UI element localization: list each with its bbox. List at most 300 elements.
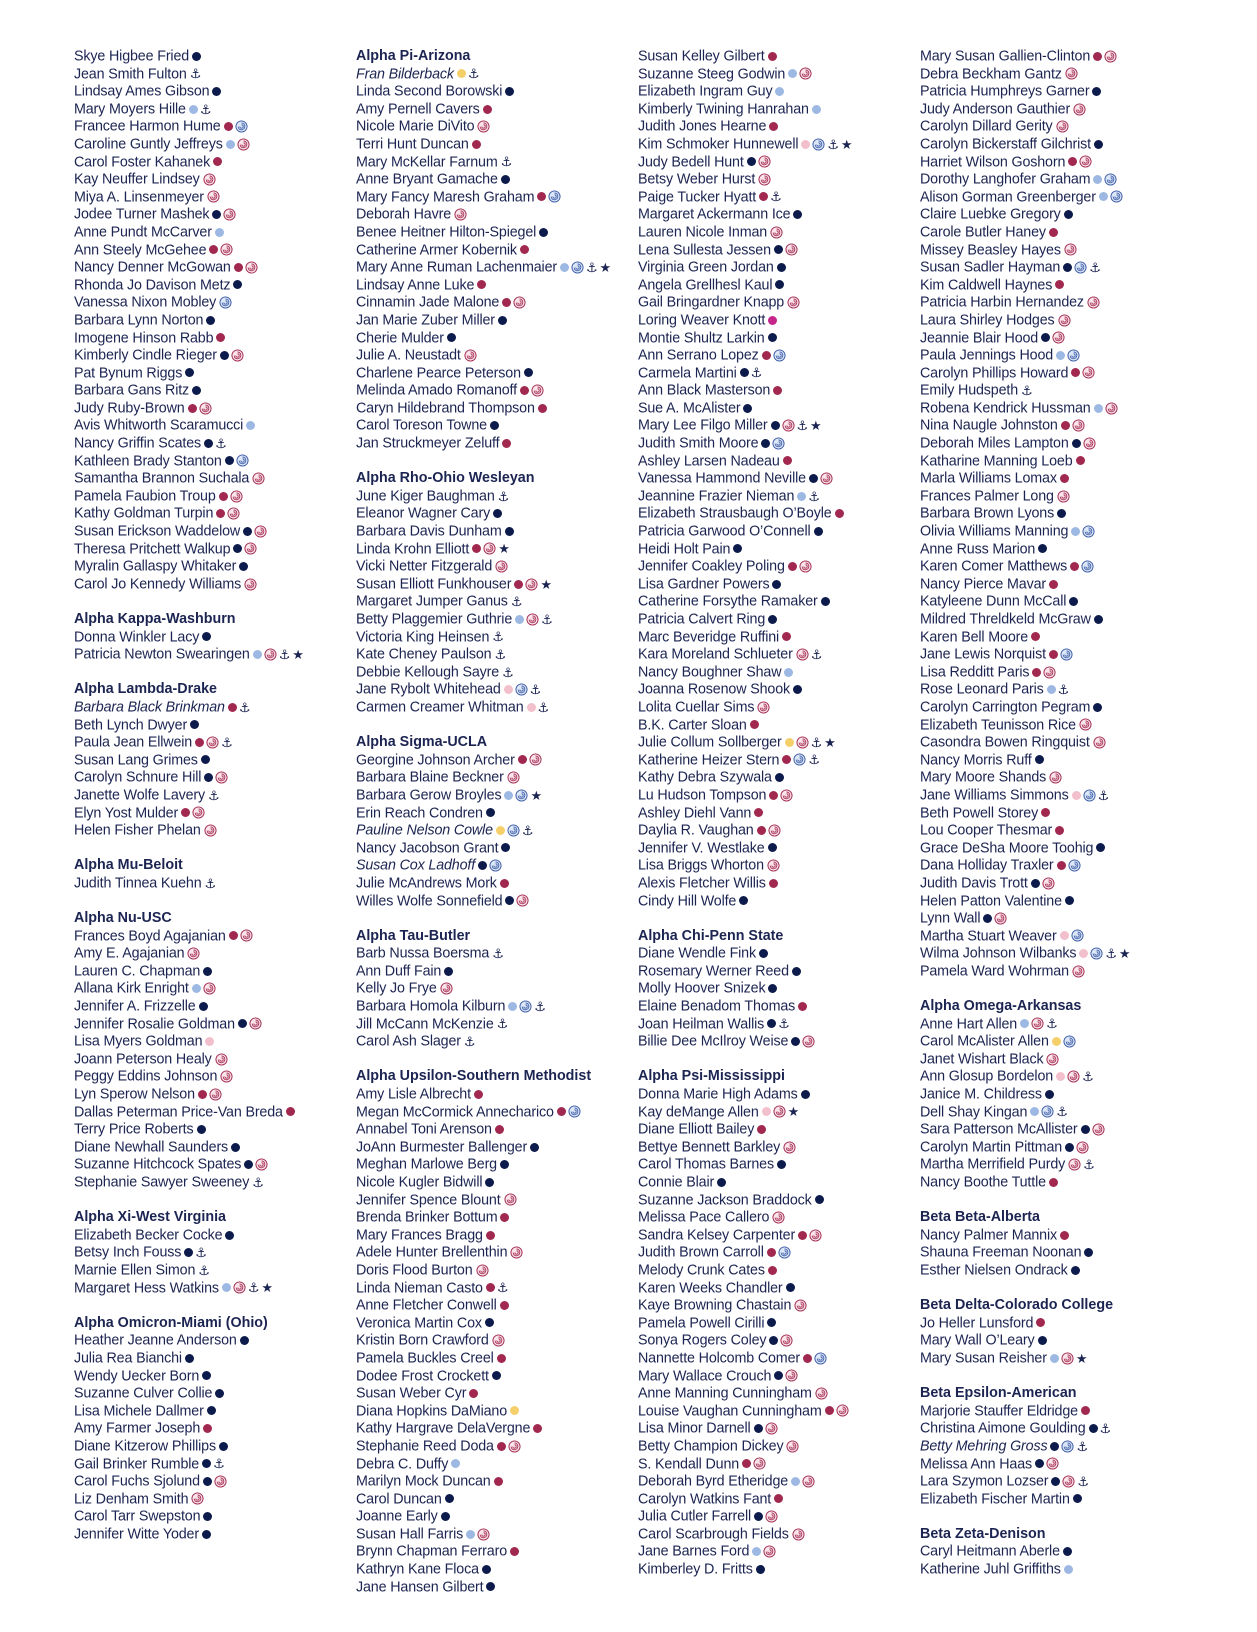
member-name: Jo Heller Lunsford bbox=[920, 1315, 1034, 1332]
blue-rose-icon bbox=[1074, 261, 1087, 274]
star-icon: ★ bbox=[530, 787, 542, 803]
member-markers bbox=[1031, 875, 1057, 893]
member-entry bbox=[920, 1315, 1192, 1333]
member-name: Linda Second Borowski bbox=[356, 83, 503, 100]
navy-dot-icon bbox=[743, 404, 752, 413]
member-entry bbox=[74, 382, 346, 400]
light-blue-dot-icon bbox=[222, 1283, 231, 1292]
member-name: Sandra Kelsey Carpenter bbox=[638, 1227, 796, 1244]
member-entry bbox=[638, 805, 910, 823]
pink-rose-icon bbox=[1056, 120, 1069, 133]
member-entry bbox=[74, 963, 346, 981]
navy-dot-icon bbox=[212, 87, 221, 96]
crimson-dot-icon bbox=[486, 1283, 495, 1292]
member-name: Shauna Freeman Noonan bbox=[920, 1244, 1082, 1261]
member-markers bbox=[515, 611, 555, 629]
anchor-icon: ⚓ bbox=[1076, 1438, 1088, 1454]
member-markers bbox=[204, 769, 230, 787]
crimson-dot-icon bbox=[533, 1424, 542, 1433]
pink-rose-icon bbox=[477, 1528, 490, 1541]
member-markers bbox=[768, 611, 779, 629]
pink-rose-icon bbox=[240, 929, 253, 942]
member-entry bbox=[638, 629, 910, 647]
member-entry bbox=[356, 593, 628, 611]
member-name: Carolyn Martin Pittman bbox=[920, 1139, 1063, 1156]
member-entry bbox=[74, 1174, 346, 1192]
member-entry bbox=[638, 576, 910, 594]
crimson-dot-icon bbox=[518, 755, 527, 764]
member-name: Elizabeth Fischer Martin bbox=[920, 1491, 1070, 1508]
member-entry bbox=[356, 259, 628, 277]
member-markers bbox=[786, 1280, 797, 1298]
member-name: Betsy Weber Hurst bbox=[638, 171, 756, 188]
member-markers bbox=[447, 330, 458, 348]
member-markers bbox=[767, 1016, 792, 1034]
member-entry bbox=[638, 787, 910, 805]
member-entry bbox=[356, 875, 628, 893]
navy-dot-icon bbox=[202, 632, 211, 641]
pink-rose-icon bbox=[815, 1387, 828, 1400]
anchor-icon: ⚓ bbox=[467, 66, 480, 82]
pink-rose-icon bbox=[230, 490, 243, 503]
member-entry bbox=[356, 523, 628, 541]
member-entry bbox=[356, 840, 628, 858]
blue-rose-icon bbox=[1110, 190, 1123, 203]
member-markers bbox=[539, 224, 550, 242]
member-entry bbox=[920, 189, 1192, 207]
member-entry bbox=[356, 857, 628, 875]
member-entry bbox=[920, 1139, 1192, 1157]
crimson-dot-icon bbox=[1060, 474, 1069, 483]
member-entry bbox=[356, 1473, 628, 1491]
member-name: Kim Schmoker Hunnewell bbox=[638, 136, 799, 153]
member-markers bbox=[1060, 928, 1086, 946]
member-markers bbox=[228, 699, 253, 717]
member-markers bbox=[1047, 681, 1072, 699]
member-name: Carol Thomas Barnes bbox=[638, 1156, 774, 1173]
member-name: Kristin Born Crawford bbox=[356, 1332, 489, 1349]
member-markers bbox=[207, 1403, 218, 1421]
member-markers bbox=[1093, 171, 1119, 189]
section-spacer bbox=[920, 1508, 1192, 1526]
navy-dot-icon bbox=[1041, 333, 1050, 342]
navy-dot-icon bbox=[490, 421, 499, 430]
member-entry bbox=[638, 1403, 910, 1421]
member-name: Frances Boyd Agajanian bbox=[74, 928, 226, 945]
member-markers bbox=[244, 1156, 270, 1174]
member-name: Elizabeth Becker Cocke bbox=[74, 1227, 223, 1244]
member-name: Jeannine Frazier Nieman bbox=[638, 488, 795, 505]
member-entry bbox=[74, 294, 346, 312]
member-name: Paula Jean Ellwein bbox=[74, 734, 193, 751]
navy-dot-icon bbox=[501, 175, 510, 184]
member-name: Pamela Faubion Troup bbox=[74, 488, 216, 505]
light-blue-dot-icon bbox=[1071, 527, 1080, 536]
crimson-dot-icon bbox=[1060, 1231, 1069, 1240]
crimson-dot-icon bbox=[767, 1248, 776, 1257]
member-entry bbox=[638, 488, 910, 506]
section-spacer bbox=[74, 593, 346, 611]
pink-dot-icon bbox=[801, 140, 810, 149]
member-name: Patricia Calvert Ring bbox=[638, 611, 766, 628]
member-markers bbox=[1055, 277, 1066, 295]
member-markers bbox=[1035, 752, 1046, 770]
anchor-icon: ⚓ bbox=[1046, 1016, 1058, 1032]
member-markers bbox=[1065, 893, 1076, 911]
member-name: Paula Jennings Hood bbox=[920, 347, 1054, 364]
member-markers bbox=[759, 945, 770, 963]
pink-rose-icon bbox=[191, 1492, 204, 1505]
member-name: Willes Wolfe Sonnefield bbox=[356, 893, 503, 910]
member-entry bbox=[920, 136, 1192, 154]
member-markers bbox=[477, 118, 492, 136]
member-markers bbox=[797, 488, 822, 506]
member-entry bbox=[638, 1508, 910, 1526]
member-name: Carolyn Phillips Howard bbox=[920, 365, 1069, 382]
member-entry bbox=[356, 1579, 628, 1597]
pink-rose-icon bbox=[799, 560, 812, 573]
star-icon: ★ bbox=[599, 259, 612, 275]
navy-dot-icon bbox=[1081, 1125, 1090, 1134]
chapter-heading: Alpha Lambda-Drake bbox=[74, 681, 218, 698]
pink-rose-icon bbox=[799, 67, 812, 80]
chapter-heading: Alpha Sigma-UCLA bbox=[356, 734, 488, 751]
member-entry bbox=[74, 277, 346, 295]
member-entry bbox=[920, 576, 1192, 594]
member-name: Mary Anne Ruman Lachenmaier bbox=[356, 259, 557, 276]
member-markers bbox=[777, 259, 788, 277]
member-markers bbox=[1056, 118, 1071, 136]
member-entry bbox=[638, 365, 910, 383]
member-name: Nancy Pierce Mavar bbox=[920, 576, 1047, 593]
pink-rose-icon bbox=[215, 1053, 228, 1066]
member-markers bbox=[494, 1473, 505, 1491]
navy-dot-icon bbox=[201, 755, 210, 764]
member-entry bbox=[356, 1491, 628, 1509]
member-name: Caryl Heitmann Aberle bbox=[920, 1544, 1060, 1561]
member-markers bbox=[538, 400, 549, 418]
crimson-dot-icon bbox=[1049, 580, 1058, 589]
member-entry bbox=[638, 1420, 910, 1438]
member-markers bbox=[508, 998, 548, 1016]
pink-rose-icon bbox=[525, 578, 538, 591]
member-markers bbox=[476, 1262, 491, 1280]
navy-dot-icon bbox=[815, 1195, 824, 1204]
member-markers bbox=[775, 83, 786, 101]
member-name: Joan Heilman Wallis bbox=[638, 1016, 765, 1033]
navy-dot-icon bbox=[505, 527, 514, 536]
member-markers bbox=[500, 1156, 511, 1174]
navy-dot-icon bbox=[203, 1512, 212, 1521]
navy-dot-icon bbox=[204, 773, 213, 782]
member-entry bbox=[356, 1297, 628, 1315]
member-entry bbox=[920, 118, 1192, 136]
member-entry bbox=[74, 101, 346, 119]
navy-dot-icon bbox=[185, 1354, 194, 1363]
member-markers bbox=[504, 681, 544, 699]
crimson-dot-icon bbox=[757, 826, 766, 835]
crimson-dot-icon bbox=[469, 1389, 478, 1398]
member-markers bbox=[187, 945, 202, 963]
member-name: Ann Black Masterson bbox=[638, 382, 771, 399]
member-entry bbox=[638, 1086, 910, 1104]
member-entry bbox=[638, 1315, 910, 1333]
navy-dot-icon bbox=[775, 773, 784, 782]
member-name: Carolyn Schnure Hill bbox=[74, 769, 202, 786]
member-markers bbox=[774, 1491, 785, 1509]
member-name: Julia Cutler Farrell bbox=[638, 1508, 751, 1525]
member-entry bbox=[920, 101, 1192, 119]
member-entry bbox=[638, 382, 910, 400]
member-entry bbox=[74, 1473, 346, 1491]
member-markers bbox=[219, 1438, 230, 1456]
blue-rose-icon bbox=[778, 1246, 791, 1259]
member-entry bbox=[920, 1332, 1192, 1350]
section-spacer bbox=[74, 840, 346, 858]
blue-rose-icon bbox=[507, 824, 520, 837]
member-name: Marc Beveridge Ruffini bbox=[638, 629, 780, 646]
navy-dot-icon bbox=[225, 1231, 234, 1240]
member-markers bbox=[1096, 840, 1107, 858]
member-name: Lisa Michele Dallmer bbox=[74, 1403, 204, 1420]
anchor-icon: ⚓ bbox=[198, 1262, 210, 1278]
member-markers bbox=[530, 1139, 541, 1157]
navy-dot-icon bbox=[447, 333, 456, 342]
light-blue-dot-icon bbox=[1030, 1107, 1039, 1116]
member-name: Barbara Davis Dunham bbox=[356, 523, 502, 540]
member-entry bbox=[638, 48, 910, 66]
member-entry bbox=[356, 66, 628, 84]
pink-rose-icon bbox=[220, 1070, 233, 1083]
member-entry bbox=[920, 1473, 1192, 1491]
chapter-heading: Alpha Omicron-Miami (Ohio) bbox=[74, 1314, 268, 1331]
gold-dot-icon bbox=[496, 826, 505, 835]
member-entry bbox=[74, 1280, 346, 1298]
member-markers bbox=[1049, 646, 1075, 664]
member-entry bbox=[920, 541, 1192, 559]
member-entry bbox=[74, 1526, 346, 1544]
pink-dot-icon bbox=[1079, 949, 1088, 958]
member-markers bbox=[203, 1473, 229, 1491]
member-entry bbox=[920, 593, 1192, 611]
light-blue-dot-icon bbox=[451, 1459, 460, 1468]
member-entry bbox=[920, 945, 1192, 963]
member-name: Melissa Ann Haas bbox=[920, 1456, 1033, 1473]
member-name: Patricia Newton Swearingen bbox=[74, 646, 250, 663]
member-entry bbox=[356, 189, 628, 207]
anchor-icon: ⚓ bbox=[463, 1033, 476, 1049]
navy-dot-icon bbox=[791, 1037, 800, 1046]
member-entry bbox=[920, 752, 1192, 770]
member-markers bbox=[768, 48, 779, 66]
navy-dot-icon bbox=[1094, 615, 1103, 624]
member-entry bbox=[356, 277, 628, 295]
member-name: Carolyn Carrington Pegram bbox=[920, 699, 1091, 716]
member-entry bbox=[638, 347, 910, 365]
member-entry bbox=[920, 417, 1192, 435]
light-blue-dot-icon bbox=[775, 87, 784, 96]
member-markers bbox=[792, 1526, 807, 1544]
member-entry bbox=[638, 330, 910, 348]
pink-rose-icon bbox=[1083, 437, 1096, 450]
member-name: Caryn Hildebrand Thompson bbox=[356, 400, 535, 417]
member-entry bbox=[356, 787, 628, 805]
member-markers bbox=[203, 171, 218, 189]
chapter-heading: Beta Beta-Alberta bbox=[920, 1209, 1040, 1226]
member-markers bbox=[1073, 101, 1088, 119]
crimson-dot-icon bbox=[1068, 157, 1077, 166]
light-blue-dot-icon bbox=[791, 1477, 800, 1486]
member-markers bbox=[798, 998, 809, 1016]
anchor-icon: ⚓ bbox=[585, 259, 598, 275]
navy-dot-icon bbox=[498, 316, 507, 325]
member-markers bbox=[238, 1016, 264, 1034]
member-markers bbox=[500, 1209, 511, 1227]
member-entry bbox=[638, 101, 910, 119]
member-name: Betty Champion Dickey bbox=[638, 1438, 784, 1455]
member-markers bbox=[754, 1420, 780, 1438]
member-name: Kelly Jo Frye bbox=[356, 981, 437, 998]
member-markers bbox=[757, 699, 772, 717]
navy-dot-icon bbox=[441, 1512, 450, 1521]
crimson-dot-icon bbox=[762, 351, 771, 360]
member-entry bbox=[920, 1104, 1192, 1122]
member-name: Barb Nussa Boersma bbox=[356, 945, 490, 962]
member-markers bbox=[216, 505, 242, 523]
blue-rose-icon bbox=[548, 190, 561, 203]
navy-dot-icon bbox=[1038, 544, 1047, 553]
crimson-dot-icon bbox=[788, 562, 797, 571]
member-name: Billie Dee McIlroy Weise bbox=[638, 1033, 789, 1050]
pink-rose-icon bbox=[1073, 103, 1086, 116]
pink-rose-icon bbox=[768, 824, 781, 837]
member-name: Ann Serrano Lopez bbox=[638, 347, 759, 364]
light-blue-dot-icon bbox=[466, 1530, 475, 1539]
pink-rose-icon bbox=[255, 1158, 268, 1171]
member-entry bbox=[74, 206, 346, 224]
member-markers bbox=[466, 1526, 492, 1544]
member-entry bbox=[920, 1491, 1192, 1509]
member-name: Doris Flood Burton bbox=[356, 1262, 473, 1279]
member-markers bbox=[478, 857, 504, 875]
anchor-icon: ⚓ bbox=[502, 664, 514, 680]
member-markers bbox=[457, 66, 482, 84]
member-entry bbox=[74, 1350, 346, 1368]
member-markers bbox=[511, 593, 525, 611]
member-markers bbox=[524, 365, 535, 383]
member-markers bbox=[1038, 1332, 1049, 1350]
column-3 bbox=[638, 48, 910, 1579]
crimson-dot-icon bbox=[782, 755, 791, 764]
member-name: Mary Lee Filgo Miller bbox=[638, 418, 768, 435]
member-markers bbox=[206, 312, 217, 330]
navy-dot-icon bbox=[774, 245, 783, 254]
member-entry bbox=[638, 171, 910, 189]
crimson-dot-icon bbox=[203, 1424, 212, 1433]
navy-dot-icon bbox=[219, 1442, 228, 1451]
member-name: Barbara Lynn Norton bbox=[74, 312, 204, 329]
member-markers bbox=[199, 998, 210, 1016]
navy-dot-icon bbox=[1045, 1090, 1054, 1099]
navy-dot-icon bbox=[1063, 1547, 1072, 1556]
navy-dot-icon bbox=[756, 1565, 765, 1574]
member-entry bbox=[74, 259, 346, 277]
member-entry bbox=[638, 1456, 910, 1474]
member-entry bbox=[920, 330, 1192, 348]
chapter-heading: Alpha Mu-Beloit bbox=[74, 857, 183, 874]
member-name: Loring Weaver Knott bbox=[638, 312, 766, 329]
member-markers bbox=[185, 1350, 196, 1368]
light-blue-dot-icon bbox=[788, 69, 797, 78]
member-markers bbox=[205, 1033, 216, 1051]
member-markers bbox=[505, 893, 531, 911]
anchor-icon: ⚓ bbox=[1089, 259, 1101, 275]
member-name: Frances Palmer Long bbox=[920, 488, 1054, 505]
member-name: Linda Nieman Casto bbox=[356, 1280, 483, 1297]
member-markers bbox=[501, 154, 515, 172]
navy-dot-icon bbox=[774, 1371, 783, 1380]
pink-rose-icon bbox=[785, 1369, 798, 1382]
member-name: Deborah Miles Lampton bbox=[920, 435, 1069, 452]
member-markers bbox=[213, 154, 224, 172]
member-markers bbox=[497, 1016, 511, 1034]
pink-rose-icon bbox=[203, 982, 216, 995]
navy-dot-icon bbox=[821, 597, 830, 606]
member-name: Gail Bringardner Knapp bbox=[638, 294, 785, 311]
section-spacer bbox=[74, 1192, 346, 1210]
member-markers bbox=[1056, 347, 1082, 365]
member-name: Stephanie Reed Doda bbox=[356, 1438, 494, 1455]
member-entry bbox=[356, 558, 628, 576]
member-entry bbox=[638, 294, 910, 312]
member-markers bbox=[757, 1121, 768, 1139]
member-name: Nancy Griffin Scates bbox=[74, 435, 202, 452]
navy-dot-icon bbox=[767, 1019, 776, 1028]
light-blue-dot-icon bbox=[253, 650, 262, 659]
member-markers bbox=[286, 1104, 297, 1122]
member-markers bbox=[774, 1368, 800, 1386]
member-entry bbox=[74, 171, 346, 189]
member-entry bbox=[356, 681, 628, 699]
blue-rose-icon bbox=[515, 789, 528, 802]
member-markers bbox=[775, 277, 786, 295]
member-entry bbox=[356, 1104, 628, 1122]
member-markers bbox=[495, 558, 510, 576]
member-markers bbox=[1092, 83, 1103, 101]
member-markers bbox=[1049, 1174, 1060, 1192]
pink-rose-icon bbox=[264, 648, 277, 661]
member-markers bbox=[1032, 664, 1058, 682]
member-markers bbox=[464, 347, 479, 365]
member-markers bbox=[510, 1244, 525, 1262]
member-entry bbox=[356, 1508, 628, 1526]
member-markers bbox=[533, 1420, 544, 1438]
member-markers bbox=[202, 629, 213, 647]
blue-rose-icon bbox=[571, 261, 584, 274]
pink-dot-icon bbox=[527, 703, 536, 712]
blue-rose-icon bbox=[773, 349, 786, 362]
navy-dot-icon bbox=[240, 1336, 249, 1345]
member-markers bbox=[791, 1033, 817, 1051]
member-entry bbox=[920, 523, 1192, 541]
navy-dot-icon bbox=[204, 439, 213, 448]
member-name: Diana Hopkins DaMiano bbox=[356, 1403, 508, 1420]
light-blue-dot-icon bbox=[1099, 192, 1108, 201]
member-entry bbox=[638, 1350, 910, 1368]
member-name: Dana Holliday Traxler bbox=[920, 857, 1054, 874]
member-name: Susan Elliott Funkhouser bbox=[356, 576, 512, 593]
star-icon: ★ bbox=[261, 1280, 273, 1296]
